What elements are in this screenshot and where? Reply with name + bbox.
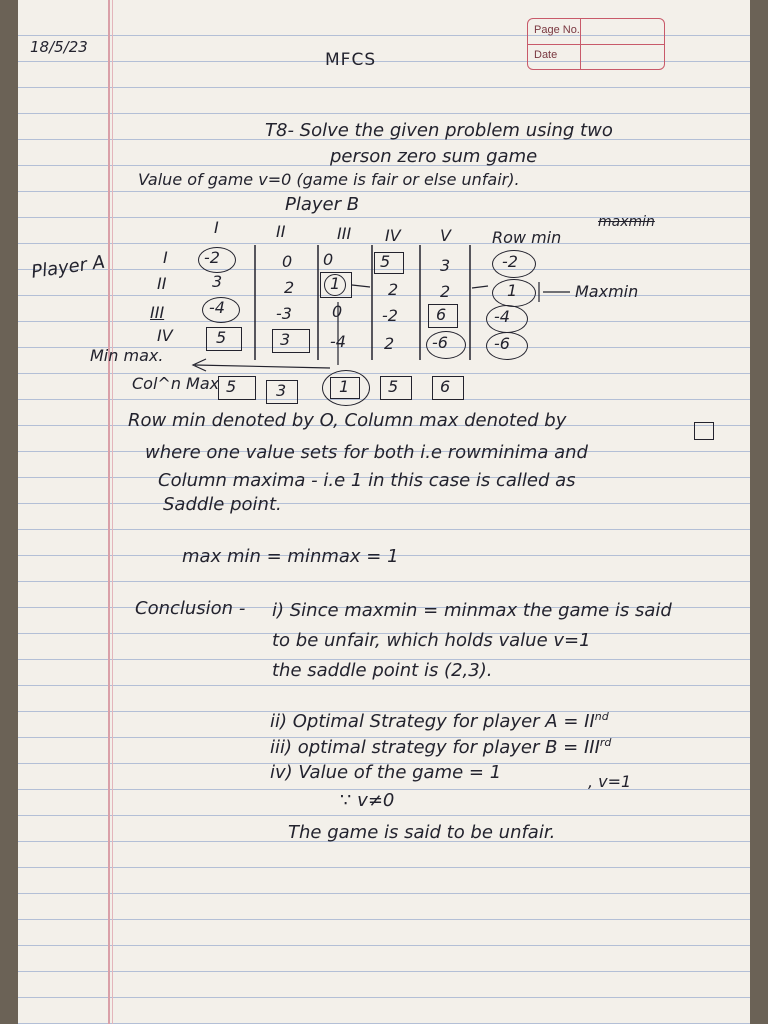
cell-3-3: 0: [332, 302, 343, 321]
row-label-3: III: [150, 303, 165, 322]
colmax-3: 1: [339, 377, 350, 396]
colmax-2: 3: [276, 381, 287, 400]
cell-3-5: 6: [436, 305, 447, 324]
cell-1-4: 5: [380, 252, 391, 271]
rowmin-header: Row min: [492, 228, 562, 247]
colmax-label: Col^n Max: [132, 374, 220, 393]
cell-3-1: -4: [209, 298, 225, 317]
cell-1-2: 0: [282, 252, 293, 271]
problem-note: Value of game v=0 (game is fair or else unfair).: [138, 170, 520, 189]
cell-2-3: 1: [330, 274, 341, 293]
row-label-4: IV: [157, 326, 173, 345]
maxmin-struck: maxmin: [598, 214, 655, 230]
conclusion-4: iv) Value of the game = 1: [270, 762, 502, 783]
player-a-label: Player A: [30, 251, 107, 283]
conclusion-3: [270, 736, 611, 758]
colmax-5: 6: [440, 377, 451, 396]
col-header-3: III: [337, 224, 352, 243]
page-no-label: Page No.: [534, 24, 580, 36]
row-label-2: II: [157, 274, 167, 293]
rowmin-2: 1: [507, 281, 518, 300]
subject-title: MFCS: [325, 50, 377, 70]
col-header-4: IV: [385, 226, 401, 245]
cell-2-5: 2: [440, 282, 451, 301]
conclusion-3-sup: rd: [599, 736, 612, 749]
minmax-label: Min max.: [90, 346, 164, 365]
cell-2-1: 3: [212, 272, 223, 291]
cell-4-3: -4: [330, 332, 346, 351]
box-symbol: [694, 422, 714, 440]
cell-4-4: 2: [384, 334, 395, 353]
colmax-1: 5: [226, 377, 237, 396]
cell-4-5: -6: [432, 333, 448, 352]
player-b-label: Player B: [285, 194, 360, 215]
cell-4-2: 3: [280, 330, 291, 349]
conclusion-2-sup: nd: [594, 710, 609, 723]
date-written: 18/5/23: [30, 38, 88, 56]
conclusion-1a: i) Since maxmin = minmax the game is said: [272, 600, 672, 621]
cell-4-1: 5: [216, 328, 227, 347]
colmax-4: 5: [388, 377, 399, 396]
cell-2-2: 2: [284, 278, 295, 297]
explanation-line2: where one value sets for both i.e rowminima and: [145, 442, 588, 463]
problem-title-line1: T8- Solve the given problem using two: [265, 120, 613, 141]
colmax-marker-box-2: [272, 329, 310, 353]
conclusion-label: Conclusion -: [135, 598, 246, 619]
cell-1-3: 0: [323, 250, 334, 269]
row-label-1: I: [163, 248, 168, 267]
conclusion-1b: to be unfair, which holds value v=1: [272, 630, 591, 651]
conclusion-6: The game is said to be unfair.: [288, 822, 556, 843]
conclusion-3-text: iii) optimal strategy for player B = III: [270, 737, 600, 758]
cell-1-1: -2: [204, 248, 220, 267]
conclusion-4b: , v=1: [588, 772, 632, 791]
conclusion-2: [270, 710, 609, 732]
explanation-line4: Saddle point.: [163, 494, 282, 515]
rowmin-3: -4: [494, 307, 510, 326]
rowmin-4: -6: [494, 334, 510, 353]
col-header-1: I: [214, 218, 219, 237]
problem-title-line2: person zero sum game: [330, 146, 538, 167]
date-label: Date: [534, 49, 558, 61]
cell-2-4: 2: [388, 280, 399, 299]
cell-1-5: 3: [440, 256, 451, 275]
col-header-5: V: [440, 226, 451, 245]
cell-3-4: -2: [382, 306, 398, 325]
equation: max min = minmax = 1: [182, 546, 399, 567]
cell-3-2: -3: [276, 304, 292, 323]
conclusion-1c: the saddle point is (2,3).: [272, 660, 493, 681]
explanation-line1: Row min denoted by O, Column max denoted by: [128, 410, 567, 431]
conclusion-2-text: ii) Optimal Strategy for player A = II: [270, 711, 595, 732]
col-header-2: II: [276, 222, 286, 241]
conclusion-5: ∵ v≠0: [340, 790, 395, 811]
rowmin-1: -2: [502, 252, 518, 271]
maxmin-label: Maxmin: [575, 282, 639, 301]
explanation-line3: Column maxima - i.e 1 in this case is called as: [158, 470, 576, 491]
colmax-box-1: [218, 376, 256, 400]
